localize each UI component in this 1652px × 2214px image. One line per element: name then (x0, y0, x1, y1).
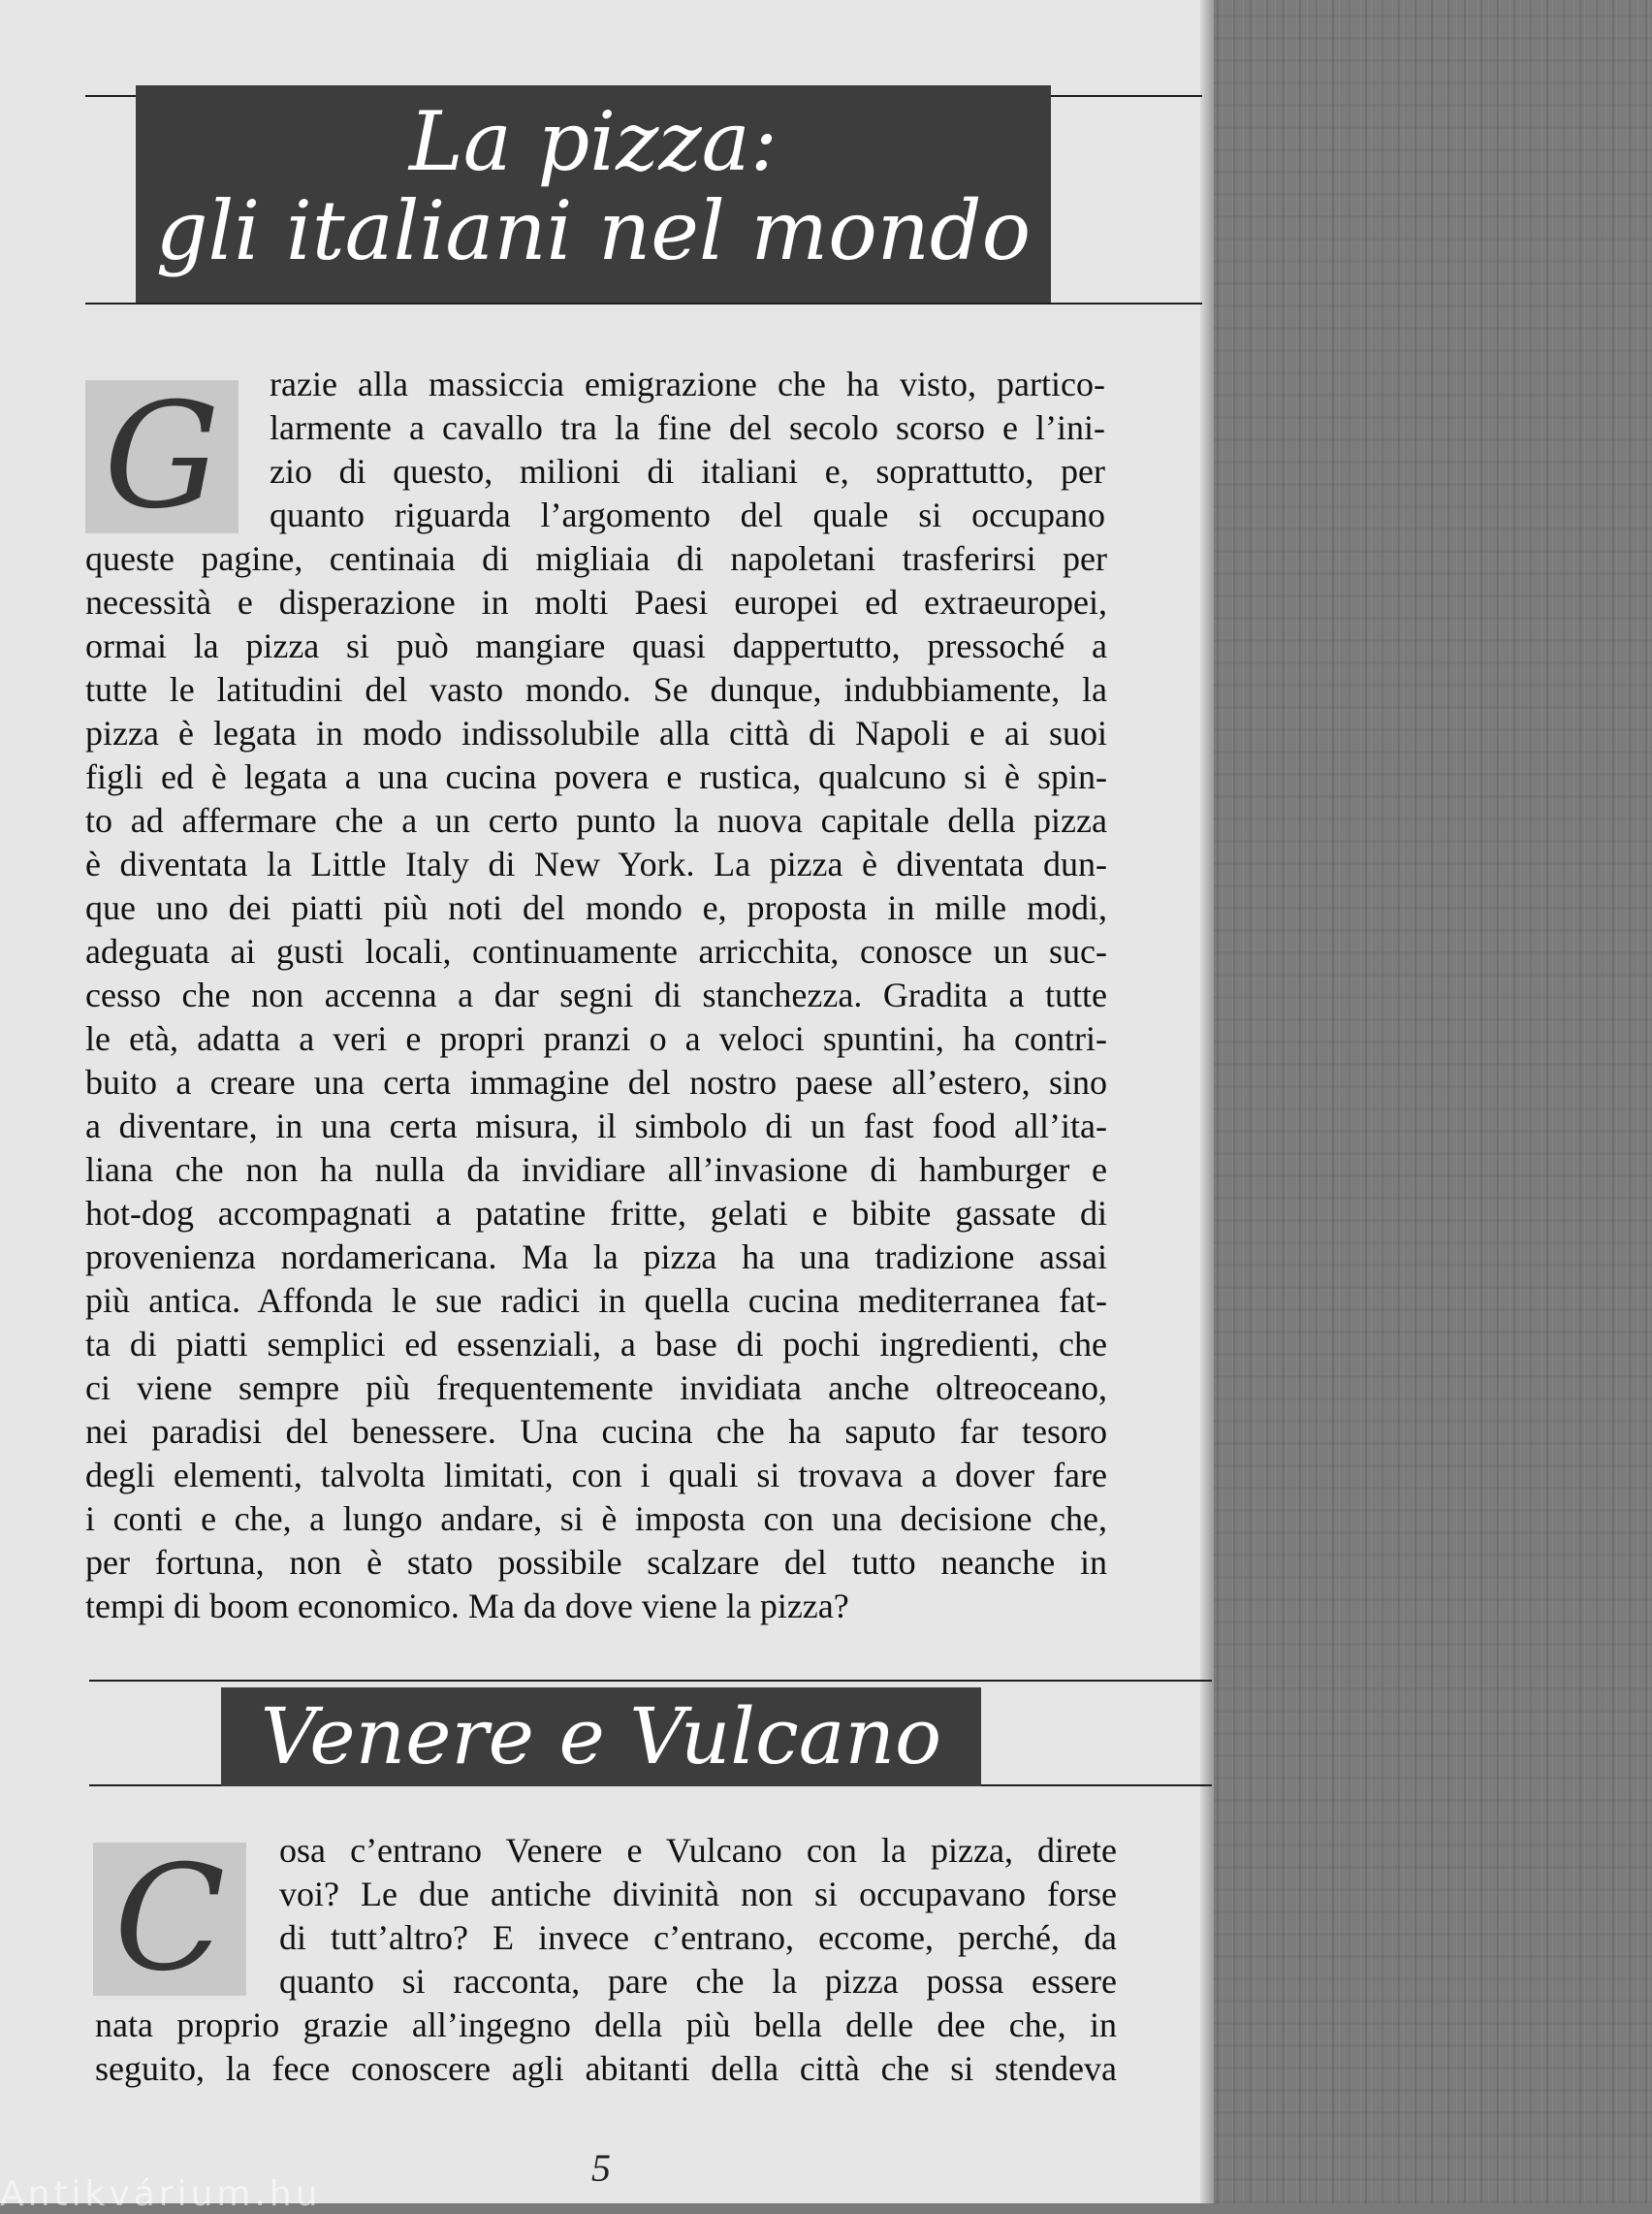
text-line: necessità e disperazione in molti Paesi europei ed extraeuropei, (85, 583, 1107, 622)
text-line: voi? Le due antiche divinità non si occupavano forse (279, 1875, 1117, 1913)
text-line: per fortuna, non è stato possibile scalzare del tutto neanche in (85, 1543, 1107, 1582)
text-line: ci viene sempre più frequentemente invidiata anche oltreoceano, (85, 1368, 1107, 1407)
section1-paragraph-start (270, 363, 1105, 537)
text-line: quanto si racconta, pare che la pizza possa essere (279, 1962, 1117, 2001)
text-line: nata proprio grazie all’ingegno della più bella delle dee che, in (95, 2005, 1117, 2044)
section2-paragraph-start (279, 1829, 1117, 2004)
text-line: buito a creare una certa immagine del nostro paese all’estero, sino (85, 1063, 1107, 1102)
text-line: to ad affermare che a un certo punto la nuova capitale della pizza (85, 801, 1107, 840)
text-line: di tutt’altro? E invece c’entrano, eccome, perché, da (279, 1918, 1117, 1957)
section-heading (221, 1687, 981, 1786)
text-line: provenienza nordamericana. Ma la pizza ha una tradizione assai (85, 1237, 1107, 1276)
page-title (136, 85, 1051, 303)
text-line: razie alla massiccia emigrazione che ha visto, partico- (270, 365, 1105, 403)
section2-top-rule (89, 1680, 1212, 1682)
text-line: è diventata la Little Italy di New York. La pizza è diventata dun- (85, 845, 1107, 883)
section2-paragraph-body (95, 2004, 1117, 2091)
background-texture (1200, 0, 1652, 2203)
text-line: cesso che non accenna a dar segni di stanchezza. Gradita a tutte (85, 976, 1107, 1014)
title-line-2: gli italiani nel mondo (155, 183, 1032, 278)
text-line: tutte le latitudini del vasto mondo. Se dunque, indubbiamente, la (85, 670, 1107, 709)
text-line: zio di questo, milioni di italiani e, soprattutto, per (270, 452, 1105, 491)
title-bottom-rule (85, 303, 1202, 305)
text-line: hot-dog accompagnati a patatine fritte, gelati e bibite gassate di (85, 1194, 1107, 1233)
page-number: 5 (591, 2146, 611, 2190)
text-line: larmente a cavallo tra la fine del secolo scorso e l’ini- (270, 408, 1105, 447)
text-line: ta di piatti semplici ed essenziali, a base di pochi ingredienti, che (85, 1325, 1107, 1364)
text-line: degli elementi, talvolta limitati, con i quali si trovava a dover fare (85, 1456, 1107, 1494)
dropcap-g: G (85, 380, 238, 533)
text-line: liana che non ha nulla da invidiare all’invasione di hamburger e (85, 1150, 1107, 1189)
text-line: a diventare, in una certa misura, il simbolo di un fast food all’ita- (85, 1107, 1107, 1145)
title-line-1: La pizza: (408, 94, 778, 189)
text-line: nei paradisi del benessere. Una cucina che ha saputo far tesoro (85, 1412, 1107, 1451)
text-line: seguito, la fece conoscere agli abitanti della città che si stendeva (95, 2049, 1117, 2088)
section-heading-text: Venere e Vulcano (260, 1691, 942, 1781)
text-line: adeguata ai gusti locali, continuamente arricchita, conosce un suc- (85, 932, 1107, 971)
text-line: pizza è legata in modo indissolubile alla città di Napoli e ai suoi (85, 714, 1107, 753)
dropcap-c: C (93, 1843, 246, 1996)
text-line: figli ed è legata a una cucina povera e rustica, qualcuno si è spin- (85, 757, 1107, 796)
text-line: osa c’entrano Venere e Vulcano con la pizza, direte (279, 1831, 1117, 1870)
text-line: que uno dei piatti più noti del mondo e, proposta in mille modi, (85, 888, 1107, 927)
text-line: i conti e che, a lungo andare, si è imposta con una decisione che, (85, 1499, 1107, 1538)
text-line: ormai la pizza si può mangiare quasi dappertutto, pressoché a (85, 626, 1107, 665)
text-line: le età, adatta a veri e propri pranzi o a veloci spuntini, ha contri- (85, 1019, 1107, 1058)
section1-paragraph-body (85, 537, 1107, 1628)
watermark: Antikvárium.hu (0, 2174, 322, 2214)
text-line: più antica. Affonda le sue radici in quella cucina mediterranea fat- (85, 1281, 1107, 1320)
page-edge (1200, 0, 1214, 2203)
text-line: queste pagine, centinaia di migliaia di napoletani trasferirsi per (85, 539, 1107, 578)
text-line: tempi di boom economico. Ma da dove viene la pizza? (85, 1587, 849, 1625)
text-line: quanto riguarda l’argomento del quale si occupano (270, 496, 1105, 534)
